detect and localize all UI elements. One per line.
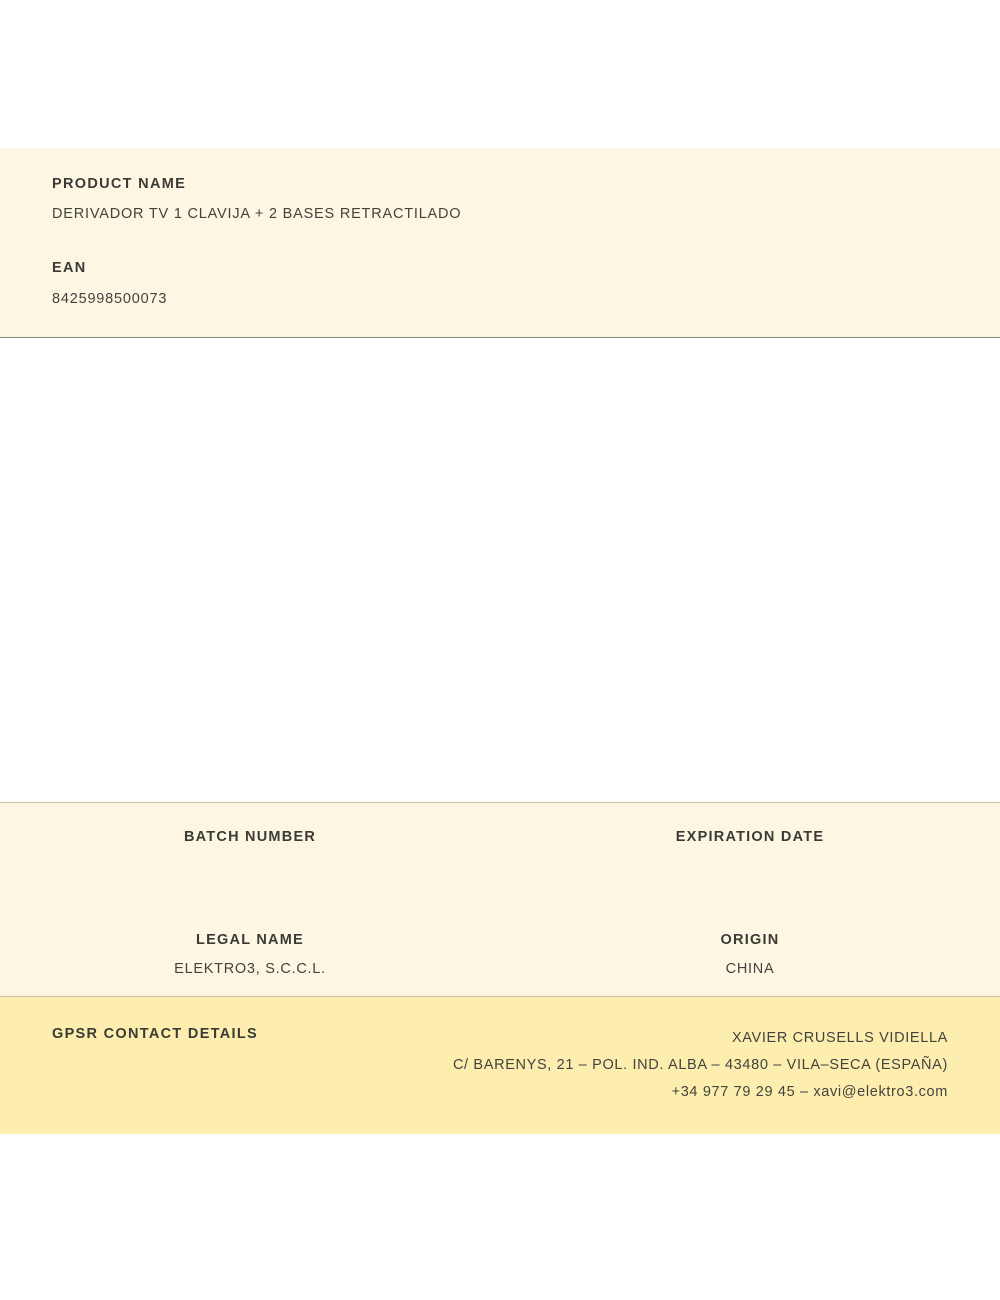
info-row-legal-origin xyxy=(0,932,1000,978)
expiration-date-field xyxy=(500,829,1000,874)
legal-name-value: ELEKTRO3, S.C.C.L. xyxy=(174,960,326,977)
batch-number-value xyxy=(20,856,480,874)
top-blank-area xyxy=(0,0,1000,148)
legal-name-label: LEGAL NAME xyxy=(196,932,304,949)
ean-label: EAN xyxy=(52,260,87,277)
gpsr-contact-name: XAVIER CRUSELLS VIDIELLA xyxy=(731,1030,948,1046)
product-name-label: PRODUCT NAME xyxy=(52,176,187,192)
expiration-date-label: EXPIRATION DATE xyxy=(675,829,825,845)
gpsr-contact-address: C/ BARENYS, 21 – POL. IND. ALBA – 43480 – VILA–SECA (ESPAÑA) xyxy=(452,1056,948,1073)
image-placeholder-area xyxy=(0,338,1000,802)
header-section xyxy=(0,148,1000,338)
ean-field xyxy=(52,260,948,308)
product-name-value: DERIVADOR TV 1 CLAVIJA + 2 BASES RETRACTILADO xyxy=(52,206,462,223)
batch-number-field xyxy=(0,829,500,874)
origin-value: CHINA xyxy=(725,960,775,977)
gpsr-contact-details xyxy=(453,1025,948,1105)
info-section xyxy=(0,802,1000,997)
expiration-date-value xyxy=(520,856,980,874)
gpsr-contact-phone-email: +34 977 79 29 45 – xavi@elektro3.com xyxy=(671,1083,948,1100)
bottom-blank-area xyxy=(0,1134,1000,1300)
batch-number-label: BATCH NUMBER xyxy=(183,829,317,845)
origin-label: ORIGIN xyxy=(720,932,780,949)
ean-value: 8425998500073 xyxy=(52,290,168,307)
origin-field xyxy=(500,932,1000,978)
legal-name-field xyxy=(0,932,500,978)
info-row-batch-expiration xyxy=(0,829,1000,874)
gpsr-contact-section xyxy=(0,997,1000,1134)
product-name-field xyxy=(52,176,948,224)
gpsr-contact-label: GPSR CONTACT DETAILS xyxy=(52,1026,259,1042)
